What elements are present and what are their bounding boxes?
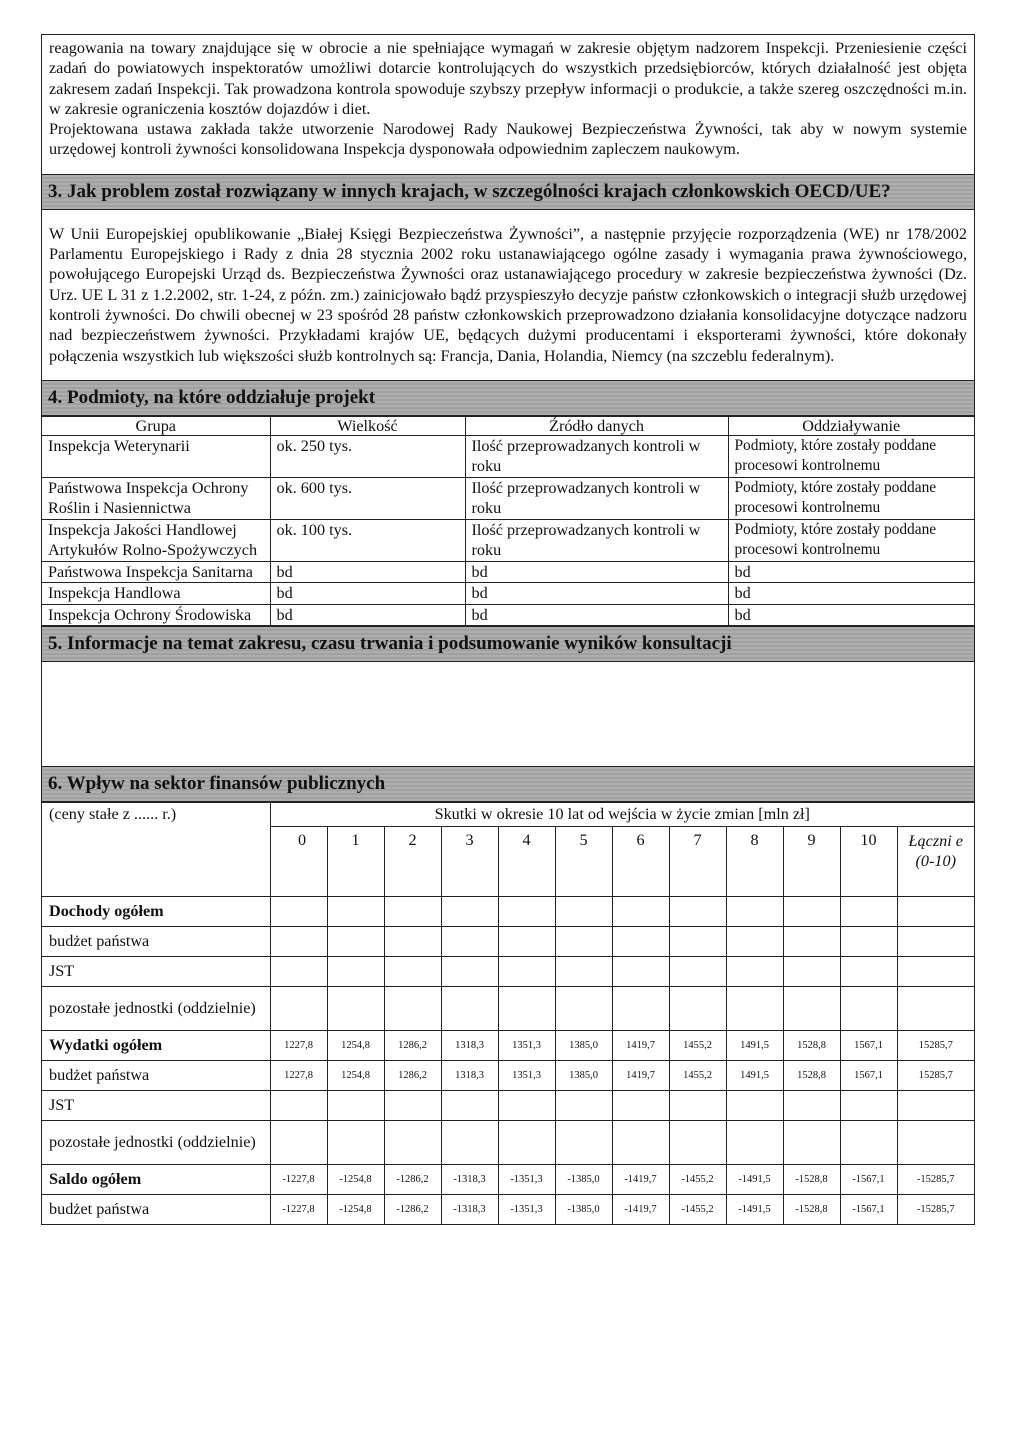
finance-value-cell	[384, 897, 441, 927]
stakeholder-row	[42, 583, 974, 605]
stakeholder-data-source: bd	[465, 561, 728, 583]
section-3-body	[42, 210, 974, 380]
finance-value-cell	[726, 1091, 783, 1121]
finance-value-cell	[783, 1121, 840, 1165]
year-header: 1	[327, 827, 384, 897]
finance-value-cell: -1491,5	[726, 1165, 783, 1195]
finance-value-cell	[726, 897, 783, 927]
finance-value-cell	[555, 1091, 612, 1121]
column-header-zrodlo: Źródło danych	[465, 416, 728, 435]
finance-row-label: Saldo ogółem	[42, 1165, 270, 1195]
finance-value-cell: 15285,7	[897, 1031, 974, 1061]
finance-row-label: budżet państwa	[42, 1061, 270, 1091]
finance-value-cell: -1567,1	[840, 1165, 897, 1195]
intro-paragraph-2: Projektowana ustawa zakłada także utworzenie Narodowej Rady Naukowej Bezpieczeństwa Żywności, tak aby w nowym systemie urzędowej kontroli żywności konsolidowana Inspekcja dysponowała odpowiednim zapleczem naukowym.	[49, 120, 967, 159]
stakeholder-impact: bd	[728, 604, 974, 626]
stakeholder-impact: Podmioty, które zostały poddane procesowi kontrolnemu	[728, 519, 974, 561]
finance-row-label: pozostałe jednostki (oddzielnie)	[42, 987, 270, 1031]
intro-section	[42, 35, 974, 174]
finance-value-cell	[327, 1091, 384, 1121]
year-header: 8	[726, 827, 783, 897]
stakeholder-group: Państwowa Inspekcja Ochrony Roślin i Nasiennictwa	[42, 477, 270, 519]
finance-value-cell	[270, 897, 327, 927]
stakeholder-group: Państwowa Inspekcja Sanitarna	[42, 561, 270, 583]
finance-value-cell	[441, 957, 498, 987]
finance-value-cell	[555, 1121, 612, 1165]
section-4-header: 4. Podmioty, na które oddziałuje projekt	[42, 380, 974, 416]
finance-value-cell: -1227,8	[270, 1195, 327, 1225]
column-header-oddzialywanie: Oddziaływanie	[728, 416, 974, 435]
stakeholder-data-source: Ilość przeprowadzanych kontroli w roku	[465, 435, 728, 477]
form-frame	[41, 34, 975, 1225]
stakeholder-group: Inspekcja Jakości Handlowej Artykułów Rolno-Spożywczych	[42, 519, 270, 561]
year-header: 2	[384, 827, 441, 897]
finance-value-cell	[270, 927, 327, 957]
stakeholder-impact: Podmioty, które zostały poddane procesowi kontrolnemu	[728, 435, 974, 477]
finance-value-cell	[840, 957, 897, 987]
finance-value-cell: -1254,8	[327, 1165, 384, 1195]
finance-value-cell	[612, 927, 669, 957]
finance-value-cell	[441, 1121, 498, 1165]
finance-row	[42, 987, 974, 1031]
intro-paragraph-1: reagowania na towary znajdujące się w obrocie a nie spełniające wymagań w zakresie objętym nadzorem Inspekcji. Przeniesienie części zadań do powiatowych inspektoratów umożliwi dotarcie kontrolujących do wszystkich przedsiębiorców, których działalność jest objęta zakresem zadań Inspekcji. Tak prowadzona kontrola spowoduje szybszy przepływ informacji o produkcie, a także szereg oszczędności m.in. w zakresie ograniczenia kosztów dojazdów i diet.	[49, 39, 967, 118]
finance-value-cell: 1528,8	[783, 1061, 840, 1091]
finance-row-label: Wydatki ogółem	[42, 1031, 270, 1061]
year-header: 3	[441, 827, 498, 897]
finance-value-cell	[498, 897, 555, 927]
year-header: 4	[498, 827, 555, 897]
finance-value-cell	[498, 987, 555, 1031]
stakeholder-row	[42, 435, 974, 477]
finance-value-cell	[270, 987, 327, 1031]
finance-value-cell: -1286,2	[384, 1195, 441, 1225]
finance-value-cell	[612, 1091, 669, 1121]
finance-value-cell	[840, 1121, 897, 1165]
finance-value-cell: 1419,7	[612, 1061, 669, 1091]
finance-row	[42, 897, 974, 927]
finance-row	[42, 1121, 974, 1165]
stakeholders-table	[42, 416, 974, 627]
finance-value-cell	[783, 1091, 840, 1121]
finance-row	[42, 1091, 974, 1121]
stakeholder-row	[42, 561, 974, 583]
finance-value-cell	[270, 957, 327, 987]
finance-value-cell	[270, 1121, 327, 1165]
finance-value-cell	[669, 1091, 726, 1121]
finance-value-cell: 1455,2	[669, 1061, 726, 1091]
finance-value-cell: -1567,1	[840, 1195, 897, 1225]
finance-value-cell	[327, 1121, 384, 1165]
finance-value-cell: 1491,5	[726, 1031, 783, 1061]
finance-value-cell: -1286,2	[384, 1165, 441, 1195]
finance-value-cell	[441, 987, 498, 1031]
finance-value-cell: -1385,0	[555, 1165, 612, 1195]
finance-row	[42, 1165, 974, 1195]
stakeholder-size: ok. 100 tys.	[270, 519, 465, 561]
finance-row	[42, 927, 974, 957]
stakeholder-row	[42, 519, 974, 561]
stakeholder-row	[42, 604, 974, 626]
year-header: 6	[612, 827, 669, 897]
year-header: 5	[555, 827, 612, 897]
finance-value-cell	[897, 1091, 974, 1121]
finance-value-cell	[897, 957, 974, 987]
stakeholder-size: bd	[270, 604, 465, 626]
stakeholders-header-row	[42, 416, 974, 435]
finance-value-cell: 1286,2	[384, 1031, 441, 1061]
finance-value-cell	[669, 987, 726, 1031]
finance-value-cell	[840, 927, 897, 957]
finance-value-cell	[669, 1121, 726, 1165]
finance-value-cell	[726, 957, 783, 987]
finance-value-cell: -1528,8	[783, 1195, 840, 1225]
stakeholder-group: Inspekcja Weterynarii	[42, 435, 270, 477]
finance-value-cell: 1455,2	[669, 1031, 726, 1061]
stakeholder-size: bd	[270, 583, 465, 605]
finance-value-cell	[270, 1091, 327, 1121]
finance-value-cell	[327, 957, 384, 987]
finance-row-label: pozostałe jednostki (oddzielnie)	[42, 1121, 270, 1165]
finance-value-cell	[612, 957, 669, 987]
finance-value-cell	[384, 957, 441, 987]
finance-row	[42, 957, 974, 987]
effects-header: Skutki w okresie 10 lat od wejścia w życie zmian [mln zł]	[270, 803, 974, 827]
finance-value-cell: -1351,3	[498, 1195, 555, 1225]
stakeholder-size: ok. 250 tys.	[270, 435, 465, 477]
finance-row-label: budżet państwa	[42, 1195, 270, 1225]
year-header: 10	[840, 827, 897, 897]
finance-value-cell	[384, 927, 441, 957]
section-5-header: 5. Informacje na temat zakresu, czasu trwania i podsumowanie wyników konsultacji	[42, 626, 974, 662]
finance-value-cell: 1318,3	[441, 1031, 498, 1061]
stakeholder-data-source: bd	[465, 583, 728, 605]
finance-header-row-1	[42, 803, 974, 827]
finance-value-cell	[897, 897, 974, 927]
finance-value-cell: 1351,3	[498, 1061, 555, 1091]
finance-value-cell	[555, 987, 612, 1031]
stakeholder-row	[42, 477, 974, 519]
finance-value-cell	[783, 957, 840, 987]
section-5-empty-area	[42, 662, 974, 766]
stakeholder-group: Inspekcja Handlowa	[42, 583, 270, 605]
finance-value-cell: -1491,5	[726, 1195, 783, 1225]
finance-row-label: JST	[42, 1091, 270, 1121]
finance-value-cell	[555, 957, 612, 987]
finance-row-label: budżet państwa	[42, 927, 270, 957]
section-3-text: W Unii Europejskiej opublikowanie „Białej Księgi Bezpieczeństwa Żywności”, a następnie przyjęcie rozporządzenia (WE) nr 178/2002 Parlamentu Europejskiego i Rady z dnia 28 stycznia 2002 roku ustanawiającego ogólne zasady i wymagania prawa żywnościowego, powołującego Europejski Urząd ds. Bezpieczeństwa Żywności oraz ustanawiającego procedury w zakresie bezpieczeństwa żywności (Dz. Urz. UE L 31 z 1.2.2002, str. 1-24, z późn. zm.) zainicjowało bądź przyspieszyło decyzje państw członkowskich o integracji służb urzędowej kontroli żywności. Do chwili obecnej w 23 spośród 28 państw członkowskich przeprowadzono działania konsolidacyjne dotyczące nadzoru nad bezpieczeństwem żywności. Przykładami krajów UE, będących dużymi producentami i eksporterami żywności, które dokonały połączenia wszystkich lub większości służb kontrolnych są: Francja, Dania, Holandia, Niemcy (na szczeblu federalnym).	[49, 224, 967, 365]
finance-value-cell: 1351,3	[498, 1031, 555, 1061]
finance-value-cell	[669, 927, 726, 957]
finance-value-cell	[612, 1121, 669, 1165]
stakeholder-data-source: bd	[465, 604, 728, 626]
finance-value-cell	[612, 987, 669, 1031]
finance-row	[42, 1061, 974, 1091]
stakeholder-size: bd	[270, 561, 465, 583]
finance-value-cell	[897, 987, 974, 1031]
finance-value-cell: -1254,8	[327, 1195, 384, 1225]
stakeholder-data-source: Ilość przeprowadzanych kontroli w roku	[465, 477, 728, 519]
finance-value-cell: 1227,8	[270, 1031, 327, 1061]
section-6-header: 6. Wpływ na sektor finansów publicznych	[42, 766, 974, 802]
finance-value-cell	[555, 897, 612, 927]
finance-value-cell: 1227,8	[270, 1061, 327, 1091]
finance-value-cell	[840, 987, 897, 1031]
document-page	[41, 34, 975, 1225]
public-finance-table	[42, 802, 974, 1225]
finance-value-cell	[897, 1121, 974, 1165]
finance-value-cell	[783, 897, 840, 927]
stakeholder-data-source: Ilość przeprowadzanych kontroli w roku	[465, 519, 728, 561]
finance-value-cell: 1419,7	[612, 1031, 669, 1061]
stakeholder-impact: bd	[728, 583, 974, 605]
finance-value-cell: -15285,7	[897, 1165, 974, 1195]
finance-value-cell: -1385,0	[555, 1195, 612, 1225]
finance-value-cell: -1318,3	[441, 1165, 498, 1195]
finance-value-cell	[327, 927, 384, 957]
finance-value-cell: -1227,8	[270, 1165, 327, 1195]
finance-value-cell: 1385,0	[555, 1061, 612, 1091]
finance-value-cell	[498, 1091, 555, 1121]
finance-value-cell: 1385,0	[555, 1031, 612, 1061]
finance-value-cell	[840, 897, 897, 927]
finance-value-cell	[669, 897, 726, 927]
finance-value-cell: -1528,8	[783, 1165, 840, 1195]
finance-value-cell: 1286,2	[384, 1061, 441, 1091]
year-header: 7	[669, 827, 726, 897]
finance-value-cell: 1491,5	[726, 1061, 783, 1091]
finance-value-cell: -1419,7	[612, 1195, 669, 1225]
finance-value-cell	[327, 987, 384, 1031]
finance-value-cell	[612, 897, 669, 927]
finance-value-cell	[897, 927, 974, 957]
column-header-grupa: Grupa	[42, 416, 270, 435]
finance-value-cell	[498, 957, 555, 987]
year-header: 9	[783, 827, 840, 897]
finance-value-cell	[669, 957, 726, 987]
finance-row-label: JST	[42, 957, 270, 987]
finance-value-cell: -1419,7	[612, 1165, 669, 1195]
finance-value-cell: 15285,7	[897, 1061, 974, 1091]
year-header: 0	[270, 827, 327, 897]
finance-value-cell	[441, 1091, 498, 1121]
finance-value-cell: -1455,2	[669, 1195, 726, 1225]
finance-value-cell	[384, 1121, 441, 1165]
total-header: Łączni e (0-10)	[897, 827, 974, 897]
finance-value-cell: -1318,3	[441, 1195, 498, 1225]
stakeholder-size: ok. 600 tys.	[270, 477, 465, 519]
finance-value-cell	[498, 1121, 555, 1165]
finance-value-cell	[726, 987, 783, 1031]
price-note: (ceny stałe z ...... r.)	[42, 803, 270, 897]
finance-row	[42, 1031, 974, 1061]
finance-value-cell: 1254,8	[327, 1061, 384, 1091]
finance-value-cell	[384, 987, 441, 1031]
column-header-wielkosc: Wielkość	[270, 416, 465, 435]
stakeholder-impact: bd	[728, 561, 974, 583]
finance-value-cell	[327, 897, 384, 927]
finance-value-cell: -1455,2	[669, 1165, 726, 1195]
finance-value-cell: 1567,1	[840, 1031, 897, 1061]
finance-value-cell	[441, 927, 498, 957]
finance-value-cell	[783, 927, 840, 957]
finance-value-cell	[441, 897, 498, 927]
finance-value-cell	[840, 1091, 897, 1121]
stakeholder-impact: Podmioty, które zostały poddane procesowi kontrolnemu	[728, 477, 974, 519]
finance-value-cell: -1351,3	[498, 1165, 555, 1195]
finance-value-cell: 1528,8	[783, 1031, 840, 1061]
finance-value-cell	[726, 1121, 783, 1165]
finance-value-cell: 1318,3	[441, 1061, 498, 1091]
finance-value-cell	[726, 927, 783, 957]
finance-value-cell: 1567,1	[840, 1061, 897, 1091]
section-3-header: 3. Jak problem został rozwiązany w innych krajach, w szczególności krajach członkowskich OECD/UE?	[42, 174, 974, 210]
finance-value-cell: -15285,7	[897, 1195, 974, 1225]
finance-row	[42, 1195, 974, 1225]
finance-value-cell	[498, 927, 555, 957]
finance-value-cell: 1254,8	[327, 1031, 384, 1061]
finance-row-label: Dochody ogółem	[42, 897, 270, 927]
finance-value-cell	[555, 927, 612, 957]
finance-value-cell	[384, 1091, 441, 1121]
stakeholder-group: Inspekcja Ochrony Środowiska	[42, 604, 270, 626]
finance-value-cell	[783, 987, 840, 1031]
